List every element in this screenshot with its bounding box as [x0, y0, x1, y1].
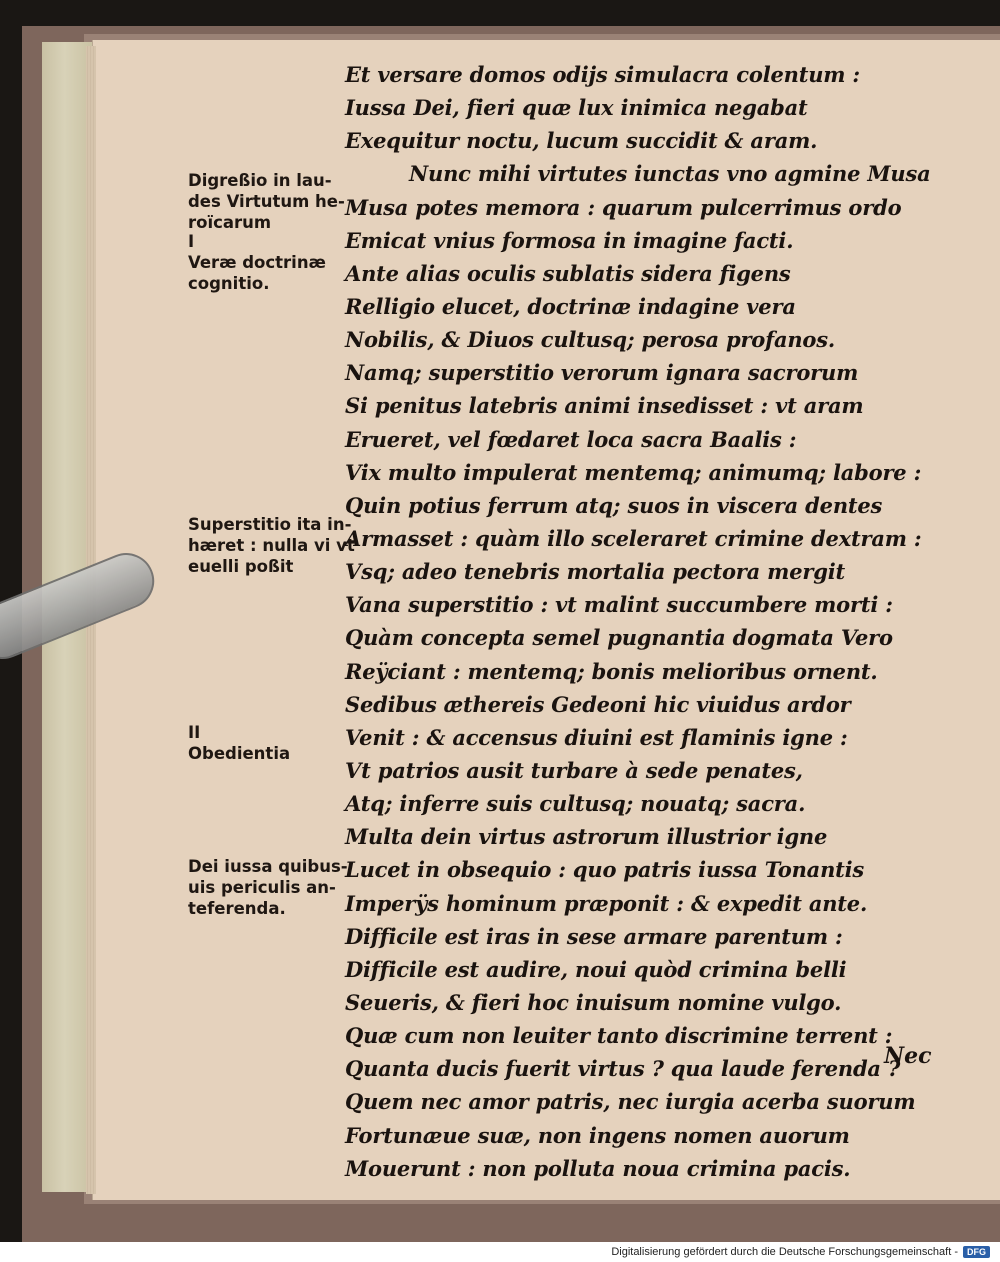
verse-line: Nunc mihi virtutes iunctas vno agmine Musa: [409, 161, 931, 187]
marginal-note-divine-commands: Dei iussa quibus- uis periculis an- teferenda.: [188, 857, 348, 918]
marginal-note-superstition: Superstitio ita in- hæret : nulla vi vt euelli poßit: [188, 515, 355, 576]
verse-line: Seueris, & fieri hoc inuisum nomine vulgo.: [345, 989, 842, 1015]
footer-credit-text: Digitalisierung gefördert durch die Deutsche Forschungsgemeinschaft -: [611, 1246, 958, 1258]
verse-line: Vana superstitio : vt malint succumbere morti :: [345, 592, 893, 618]
verse-line: Exequitur noctu, lucum succidit & aram.: [345, 128, 818, 154]
verse-line: Vsq; adeo tenebris mortalia pectora mergit: [345, 559, 845, 585]
verse-line: Erueret, vel fœdaret loca sacra Baalis :: [345, 426, 797, 452]
verse-line: Et versare domos odijs simulacra colentum :: [345, 62, 860, 87]
marginal-note-doctrine: I Veræ doctrinæ cognitio.: [188, 232, 326, 293]
verse-line: Relligio elucet, doctrinæ indagine vera: [345, 293, 796, 319]
verse-line: Ante alias oculis sublatis sidera figens: [345, 260, 791, 286]
verse-line: Venit : & accensus diuini est flaminis igne :: [345, 724, 848, 750]
verse-line: Armasset : quàm illo sceleraret crimine dextram :: [345, 525, 922, 551]
verse-line: Atq; inferre suis cultusq; nouatq; sacra.: [345, 791, 806, 817]
verse-line: Vt patrios ausit turbare à sede penates,: [345, 757, 803, 783]
marginal-note-digression: Digreßio in lau- des Virtutum he- roïcarum: [188, 171, 345, 232]
marginal-note-obedience: II Obedientia: [188, 723, 291, 763]
verse-line: Quin potius ferrum atq; suos in viscera dentes: [345, 492, 883, 518]
verse-line: Vix multo impulerat mentemq; animumq; labore :: [345, 459, 922, 485]
digitization-footer: [611, 1246, 990, 1258]
verse-line: Quàm concepta semel pugnantia dogmata Vero: [345, 625, 893, 651]
verse-line: Lucet in obsequio : quo patris iussa Tonantis: [345, 857, 865, 883]
verse-line: Imperÿs hominum præponit : & expedit ante.: [345, 890, 868, 916]
verse-line: Reÿciant : mentemq; bonis melioribus ornent.: [345, 658, 878, 684]
verse-line: Quem nec amor patris, nec iurgia acerba suorum: [345, 1089, 916, 1115]
dfg-logo-icon: DFG: [963, 1246, 990, 1258]
catchword: Nec: [884, 1043, 932, 1069]
verse-line: Difficile est audire, noui quòd crimina belli: [345, 956, 847, 982]
verse-line: Sedibus æthereis Gedeoni hic viuidus ardor: [345, 691, 851, 717]
verse-line: Mouerunt : non polluta noua crimina pacis.: [345, 1155, 851, 1181]
verse-line: Emicat vnius formosa in imagine facti.: [345, 227, 794, 253]
verse-line: Musa potes memora : quarum pulcerrimus ordo: [345, 194, 902, 220]
verse-line: Iussa Dei, fieri quæ lux inimica negabat: [345, 95, 808, 121]
verse-line: Si penitus latebris animi insedisset : vt aram: [345, 393, 864, 419]
verse-text-block: [345, 58, 965, 1185]
verse-line: Quæ cum non leuiter tanto discrimine terrent :: [345, 1023, 893, 1049]
verse-line: Difficile est iras in sese armare parentum :: [345, 923, 843, 949]
verse-line: Quanta ducis fuerit virtus ? qua laude ferenda ?: [345, 1056, 901, 1082]
verse-line: Nobilis, & Diuos cultusq; perosa profanos.: [345, 327, 835, 353]
verse-line: Multa dein virtus astrorum illustrior igne: [345, 824, 828, 850]
verse-line: Namq; superstitio verorum ignara sacrorum: [345, 360, 859, 386]
verse-line: Fortunæue suæ, non ingens nomen auorum: [345, 1122, 850, 1148]
